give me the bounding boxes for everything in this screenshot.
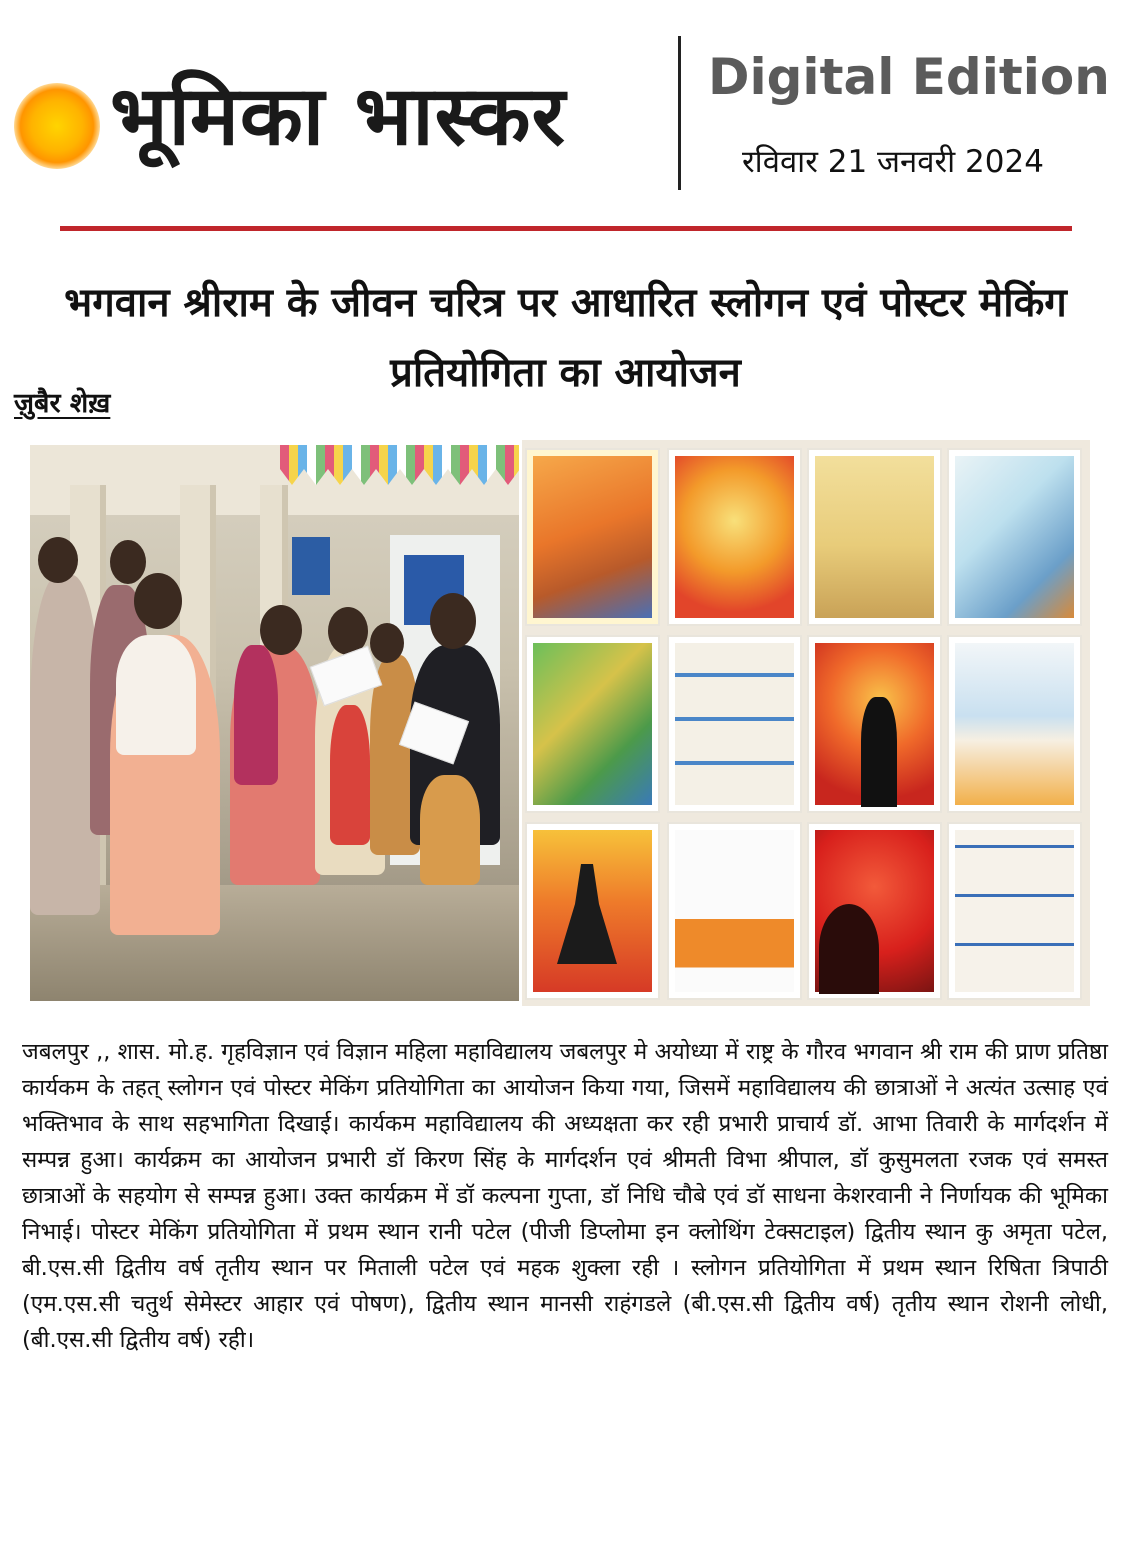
photo-person-shawl	[116, 635, 196, 755]
photo-room-sign	[292, 537, 330, 595]
photo-person-head	[110, 540, 146, 584]
photo-person-jacket	[234, 645, 278, 785]
photo-person-head	[370, 623, 404, 663]
poster-9	[527, 824, 658, 998]
masthead-divider	[678, 36, 681, 190]
poster-11-silhouette	[819, 904, 879, 994]
poster-2	[669, 450, 800, 624]
article-body: जबलपुर ,, शास. मो.ह. गृहविज्ञान एवं विज्ञान महिला महाविद्यालय जबलपुर मे अयोध्या में राष्ट्र के गौरव भगवान श्री राम की प्राण प्रतिष्ठा कार्यकम के तहत् स्लोगन एवं पोस्टर मेकिंग प्रतियोगिता का आयोजन किया गया, जिसमें महाविद्यालय की छात्राओं ने अत्यंत उत्साह एवं भक्तिभाव के साथ सहभागिता दिखाई। कार्यकम महाविद्यालय की अध्यक्षता कर रही प्रभारी प्राचार्य डॉ. आभा तिवारी के मार्गदर्शन में सम्पन्न हुआ। कार्यक्रम का आयोजन प्रभारी डॉ किरण सिंह के मार्गदर्शन एवं श्रीमती विभा श्रीपाल, डॉ कुसुमलता रजक एवं समस्त छात्राओं के सहयोग से सम्पन्न हुआ। उक्त कार्यक्रम में डॉ कल्पना गुप्ता, डॉ निधि चौबे एवं डॉ साधना केशरवानी ने निर्णायक की भूमिका निभाई। पोस्टर मेकिंग प्रतियोगिता में प्रथम स्थान रानी पटेल (पीजी डिप्लोमा इन क्लोथिंग टेक्सटाइल) द्वितीय स्थान कु अमृता पटेल, बी.एस.सी द्वितीय वर्ष तृतीय स्थान पर मिताली पटेल एवं महक शुक्ला रही । स्लोगन प्रतियोगिता में प्रथम स्थान रिषिता त्रिपाठी (एम.एस.सी चतुर्थ सेमेस्टर आहार एवं पोषण), द्वितीय स्थान मानसी राहंगडले (बी.एस.सी द्वितीय वर्ष) तृतीय स्थान रोशनी लोधी, (बी.एस.सी द्वितीय वर्ष) रही।	[22, 1039, 1108, 1353]
photo-person-pants	[420, 775, 480, 885]
photo-person-head	[38, 537, 78, 583]
poster-1	[527, 450, 658, 624]
poster-3	[809, 450, 940, 624]
newspaper-logo: भूमिका भास्कर	[110, 69, 566, 164]
article-headline: भगवान श्रीराम के जीवन चरित्र पर आधारित स्लोगन एवं पोस्टर मेकिंग प्रतियोगिता का आयोजन	[64, 280, 1067, 396]
poster-7-silhouette	[861, 697, 897, 807]
poster-8	[949, 637, 1080, 811]
masthead	[0, 0, 1131, 200]
article-byline: ज़ुबैर शेख़	[14, 388, 111, 419]
photo-floor	[30, 885, 519, 1001]
event-photo	[30, 445, 519, 1001]
photo-person-saree	[330, 705, 370, 845]
poster-5	[527, 637, 658, 811]
photo-person-head	[134, 573, 182, 629]
header-rule	[60, 226, 1072, 231]
poster-12	[949, 824, 1080, 998]
sun-icon	[14, 83, 100, 169]
edition-label: Digital Edition	[708, 48, 1110, 106]
poster-4	[949, 450, 1080, 624]
edition-date: रविवार 21 जनवरी 2024	[742, 144, 1044, 180]
poster-10	[669, 824, 800, 998]
poster-11	[809, 824, 940, 998]
photo-person-head	[260, 605, 302, 655]
poster-7	[809, 637, 940, 811]
poster-6	[669, 637, 800, 811]
photo-person-head	[430, 593, 476, 649]
